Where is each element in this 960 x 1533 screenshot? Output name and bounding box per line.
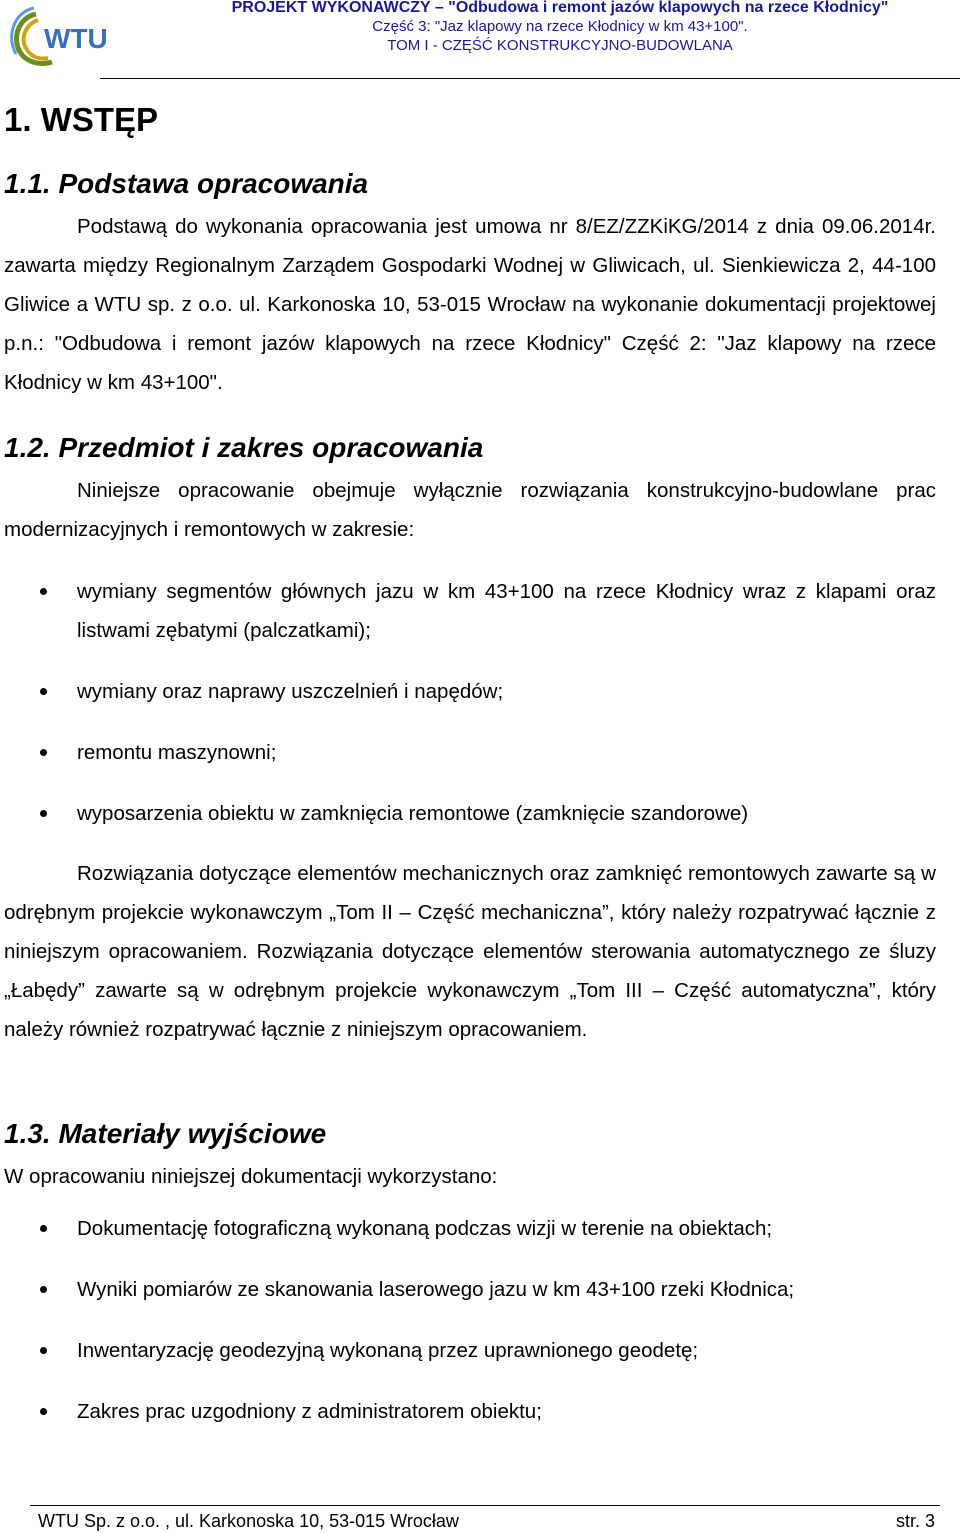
bullet-icon (40, 1347, 47, 1354)
subsection-title-1-2: 1.2. Przedmiot i zakres opracowania (4, 432, 484, 463)
list-item: wymiany segmentów głównych jazu w km 43+100 na rzece Kłodnicy wraz z klapami oraz listwami zębatymi (palczatkami); (0, 572, 936, 650)
materials-list (0, 1209, 936, 1431)
paragraph-materials-intro: W opracowaniu niniejszej dokumentacji wykorzystano: (4, 1165, 498, 1188)
paragraph-scope: Niniejsze opracowanie obejmuje wyłącznie rozwiązania konstrukcyjno-budowlane prac modernizacyjnych i remontowych w zakresie: (4, 479, 936, 541)
bullet-icon (40, 810, 47, 817)
bullet-icon (40, 1225, 47, 1232)
company-logo (8, 4, 108, 68)
list-item: wyposarzenia obiektu w zamknięcia remontowe (zamknięcie szandorowe) (0, 794, 936, 833)
header-part: Część 3: "Jaz klapowy na rzece Kłodnicy w km 43+100". (372, 18, 748, 35)
subsection-title-1-1: 1.1. Podstawa opracowania (4, 168, 369, 199)
header-divider (100, 78, 960, 79)
bullet-icon (40, 1286, 47, 1293)
footer-address: WTU Sp. z o.o. , ul. Karkonoska 10, 53-015 Wrocław (38, 1511, 459, 1531)
page-number: str. 3 (896, 1511, 936, 1531)
paragraph-related-projects: Rozwiązania dotyczące elementów mechanicznych oraz zamknięć remontowych zawarte są w odrębnym projekcie wykonawczym „Tom II – Część mechaniczna”, który należy rozpatrywać łącznie z niniejszym opracowaniem. Rozwiązania dotyczące elementów sterowania automatycznego ze śluzy „Łabędy” zawarte są w odrębnym projekcie wykonawczym „Tom III – Część automatyczna”, który należy również rozpatrywać łącznie z niniejszym opracowaniem. (4, 862, 936, 1041)
wtu-logo-icon (8, 4, 108, 68)
list-item: Zakres prac uzgodniony z administratorem obiektu; (0, 1392, 936, 1431)
bullet-icon (40, 749, 47, 756)
bullet-icon (40, 1408, 47, 1415)
paragraph-basis: Podstawą do wykonania opracowania jest umowa nr 8/EZ/ZZKiKG/2014 z dnia 09.06.2014r. zawarta między Regionalnym Zarządem Gospodarki Wodnej w Gliwicach, ul. Sienkiewicza 2, 44-100 Gliwice a WTU sp. z o.o. ul. Karkonoska 10, 53-015 Wrocław na wykonanie dokumentacji projektowej p.n.: "Odbudowa i remont jazów klapowych na rzece Kłodnicy" Część 2: "Jaz klapowy na rzece Kłodnicy w km 43+100". (4, 215, 936, 394)
list-item: Inwentaryzację geodezyjną wykonaną przez uprawnionego geodetę; (0, 1331, 936, 1370)
svg-text:WTU: WTU (44, 23, 108, 54)
subsection-title-1-3: 1.3. Materiały wyjściowe (4, 1118, 327, 1149)
scope-list (0, 572, 936, 833)
list-item: remontu maszynowni; (0, 733, 936, 772)
list-item: Wyniki pomiarów ze skanowania laserowego jazu w km 43+100 rzeki Kłodnica; (0, 1270, 936, 1309)
list-item: Dokumentację fotograficzną wykonaną podczas wizji w terenie na obiektach; (0, 1209, 936, 1248)
footer-divider (30, 1505, 940, 1506)
section-title: 1. WSTĘP (4, 101, 159, 138)
bullet-icon (40, 688, 47, 695)
bullet-icon (40, 588, 47, 595)
list-item: wymiany oraz naprawy uszczelnień i napędów; (0, 672, 936, 711)
header-title: PROJEKT WYKONAWCZY – "Odbudowa i remont jazów klapowych na rzece Kłodnicy" (231, 0, 889, 16)
header-volume: TOM I - CZĘŚĆ KONSTRUKCYJNO-BUDOWLANA (387, 37, 733, 54)
